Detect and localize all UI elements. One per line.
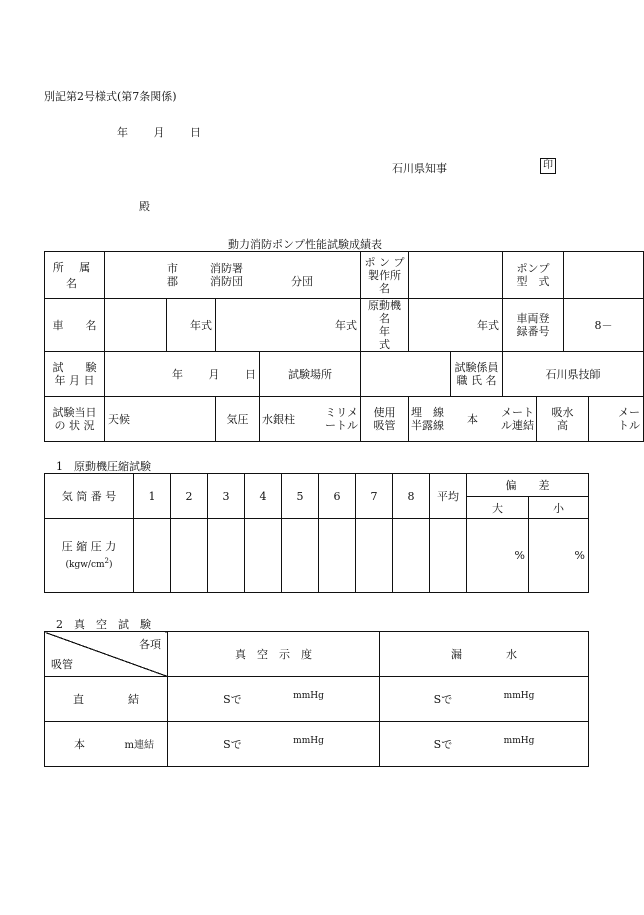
date-year: 年 xyxy=(117,126,128,139)
fire-corps-label: 消防団 xyxy=(210,275,243,288)
affiliation-label: 所 属 名 xyxy=(45,252,105,299)
engine-model-label: 原動機名 年 式 xyxy=(361,299,409,352)
cylinder-1: 1 xyxy=(134,474,171,519)
row-affiliation xyxy=(45,252,644,299)
row-vehicle xyxy=(45,299,644,352)
year-model-1: 年式 xyxy=(167,299,216,352)
book-connect-label: 本 m連結 xyxy=(45,722,168,767)
cylinder-8: 8 xyxy=(393,474,430,519)
test-date-value xyxy=(105,352,260,397)
mmhg-unit: mmHg xyxy=(503,736,535,746)
condition-label: 試験当日 の 状 況 xyxy=(45,397,105,442)
year-model-3: 年式 xyxy=(409,299,503,352)
vacuum-label: 真 空 示 度 xyxy=(168,632,380,677)
test-site-label: 試験場所 xyxy=(260,352,361,397)
cylinder-5: 5 xyxy=(282,474,319,519)
cylinder-4: 4 xyxy=(245,474,282,519)
deviation-small-label: 小 xyxy=(529,497,589,519)
inspector-value: 石川県技師 xyxy=(503,352,644,397)
test-year: 年 xyxy=(172,368,183,381)
section2-heading: 2 真 空 試 験 xyxy=(56,618,151,631)
diagonal-header-cell xyxy=(45,632,168,677)
governor: 石川県知事 xyxy=(392,162,447,175)
vacuum-table xyxy=(44,631,589,767)
direct-leak-value xyxy=(380,677,589,722)
direct-row xyxy=(45,677,589,722)
book-connect-row xyxy=(45,722,589,767)
seal-icon: 印 xyxy=(540,158,556,174)
meter-label: メー トル xyxy=(589,397,644,442)
mmhg-unit: mmHg xyxy=(293,691,324,701)
pump-maker-value xyxy=(409,252,503,299)
main-table xyxy=(44,251,644,442)
test-site-value xyxy=(361,352,451,397)
test-day: 日 xyxy=(245,368,256,381)
mm-label: ミリメ ートル xyxy=(325,406,358,432)
compression-row xyxy=(45,519,589,593)
fire-station-label: 消防署 xyxy=(210,262,243,275)
count-label: 本 xyxy=(467,413,478,426)
deviation-label: 偏 差 xyxy=(467,474,589,497)
row-condition xyxy=(45,397,644,442)
form-label: 別記第2号様式(第7条関係) xyxy=(44,90,177,103)
cylinder-3: 3 xyxy=(208,474,245,519)
mmhg-unit: mmHg xyxy=(503,691,535,701)
vehicle-name-label: 車 名 xyxy=(45,299,105,352)
row-test-date xyxy=(45,352,644,397)
buried-exposed-label: 埋 線 半露線 xyxy=(411,406,444,432)
date-line xyxy=(117,124,201,140)
cylinder-7: 7 xyxy=(356,474,393,519)
county-label: 郡 xyxy=(167,275,178,288)
reg-no-label: 車両登 録番号 xyxy=(503,299,564,352)
city-label: 市 xyxy=(167,262,178,275)
cylinder-6: 6 xyxy=(319,474,356,519)
mercury-label: 水銀柱 xyxy=(262,413,295,426)
cylinder-2: 2 xyxy=(171,474,208,519)
honorific: 殿 xyxy=(139,200,150,213)
pipe-label: 吸管 xyxy=(51,658,73,671)
date-day: 日 xyxy=(190,126,201,139)
test-month: 月 xyxy=(208,368,220,381)
vehicle-name-value xyxy=(105,299,167,352)
compression-label: 圧 縮 圧 力 $(kgw/cm^2)$ xyxy=(45,519,134,593)
document-title: 動力消防ポンプ性能試験成績表 xyxy=(228,238,382,251)
direct-vacuum-value xyxy=(168,677,380,722)
pipe-value xyxy=(409,397,537,442)
compression-unit: $(kgw/cm^2)$ xyxy=(65,556,113,570)
book-connect-vacuum-value xyxy=(168,722,380,767)
pump-maker-label: ポ ン プ 製作所名 xyxy=(361,252,409,299)
mmhg-unit: mmHg xyxy=(293,736,324,746)
test-date-label: 試 験 年 月 日 xyxy=(45,352,105,397)
leak-label: 漏 水 xyxy=(380,632,589,677)
average-label: 平均 xyxy=(430,474,467,519)
meter-connect-label: メート ル連結 xyxy=(501,406,534,432)
pump-model-value xyxy=(564,252,644,299)
inspector-label: 試験係員 職 氏 名 xyxy=(451,352,503,397)
division-label: 分団 xyxy=(291,275,313,288)
direct-label: 直 結 xyxy=(45,677,168,722)
weather-label: 天候 xyxy=(105,397,216,442)
compression-table xyxy=(44,473,589,593)
pump-model-label: ポンプ 型 式 xyxy=(503,252,564,299)
s-de: Sで xyxy=(433,738,453,751)
deviation-large-label: 大 xyxy=(467,497,529,519)
cylinder-no-label: 気 筒 番 号 xyxy=(45,474,134,519)
used-pipe-label: 使用 吸管 xyxy=(361,397,409,442)
s-de: Sで xyxy=(223,693,242,706)
s-de: Sで xyxy=(433,693,453,706)
pressure-label: 気圧 xyxy=(216,397,260,442)
percent-large: % xyxy=(467,519,529,593)
book-connect-leak-value xyxy=(380,722,589,767)
section1-heading: 1 原動機圧縮試験 xyxy=(56,460,151,473)
year-model-2: 年式 xyxy=(216,299,361,352)
suction-height-label: 吸水 高 xyxy=(537,397,589,442)
reg-no-value: 8－ xyxy=(564,299,644,352)
date-month: 月 xyxy=(153,126,165,139)
affiliation-value xyxy=(105,252,361,299)
item-label: 各項 xyxy=(139,638,161,651)
percent-small: % xyxy=(529,519,589,593)
s-de: Sで xyxy=(223,738,242,751)
pressure-value xyxy=(260,397,361,442)
